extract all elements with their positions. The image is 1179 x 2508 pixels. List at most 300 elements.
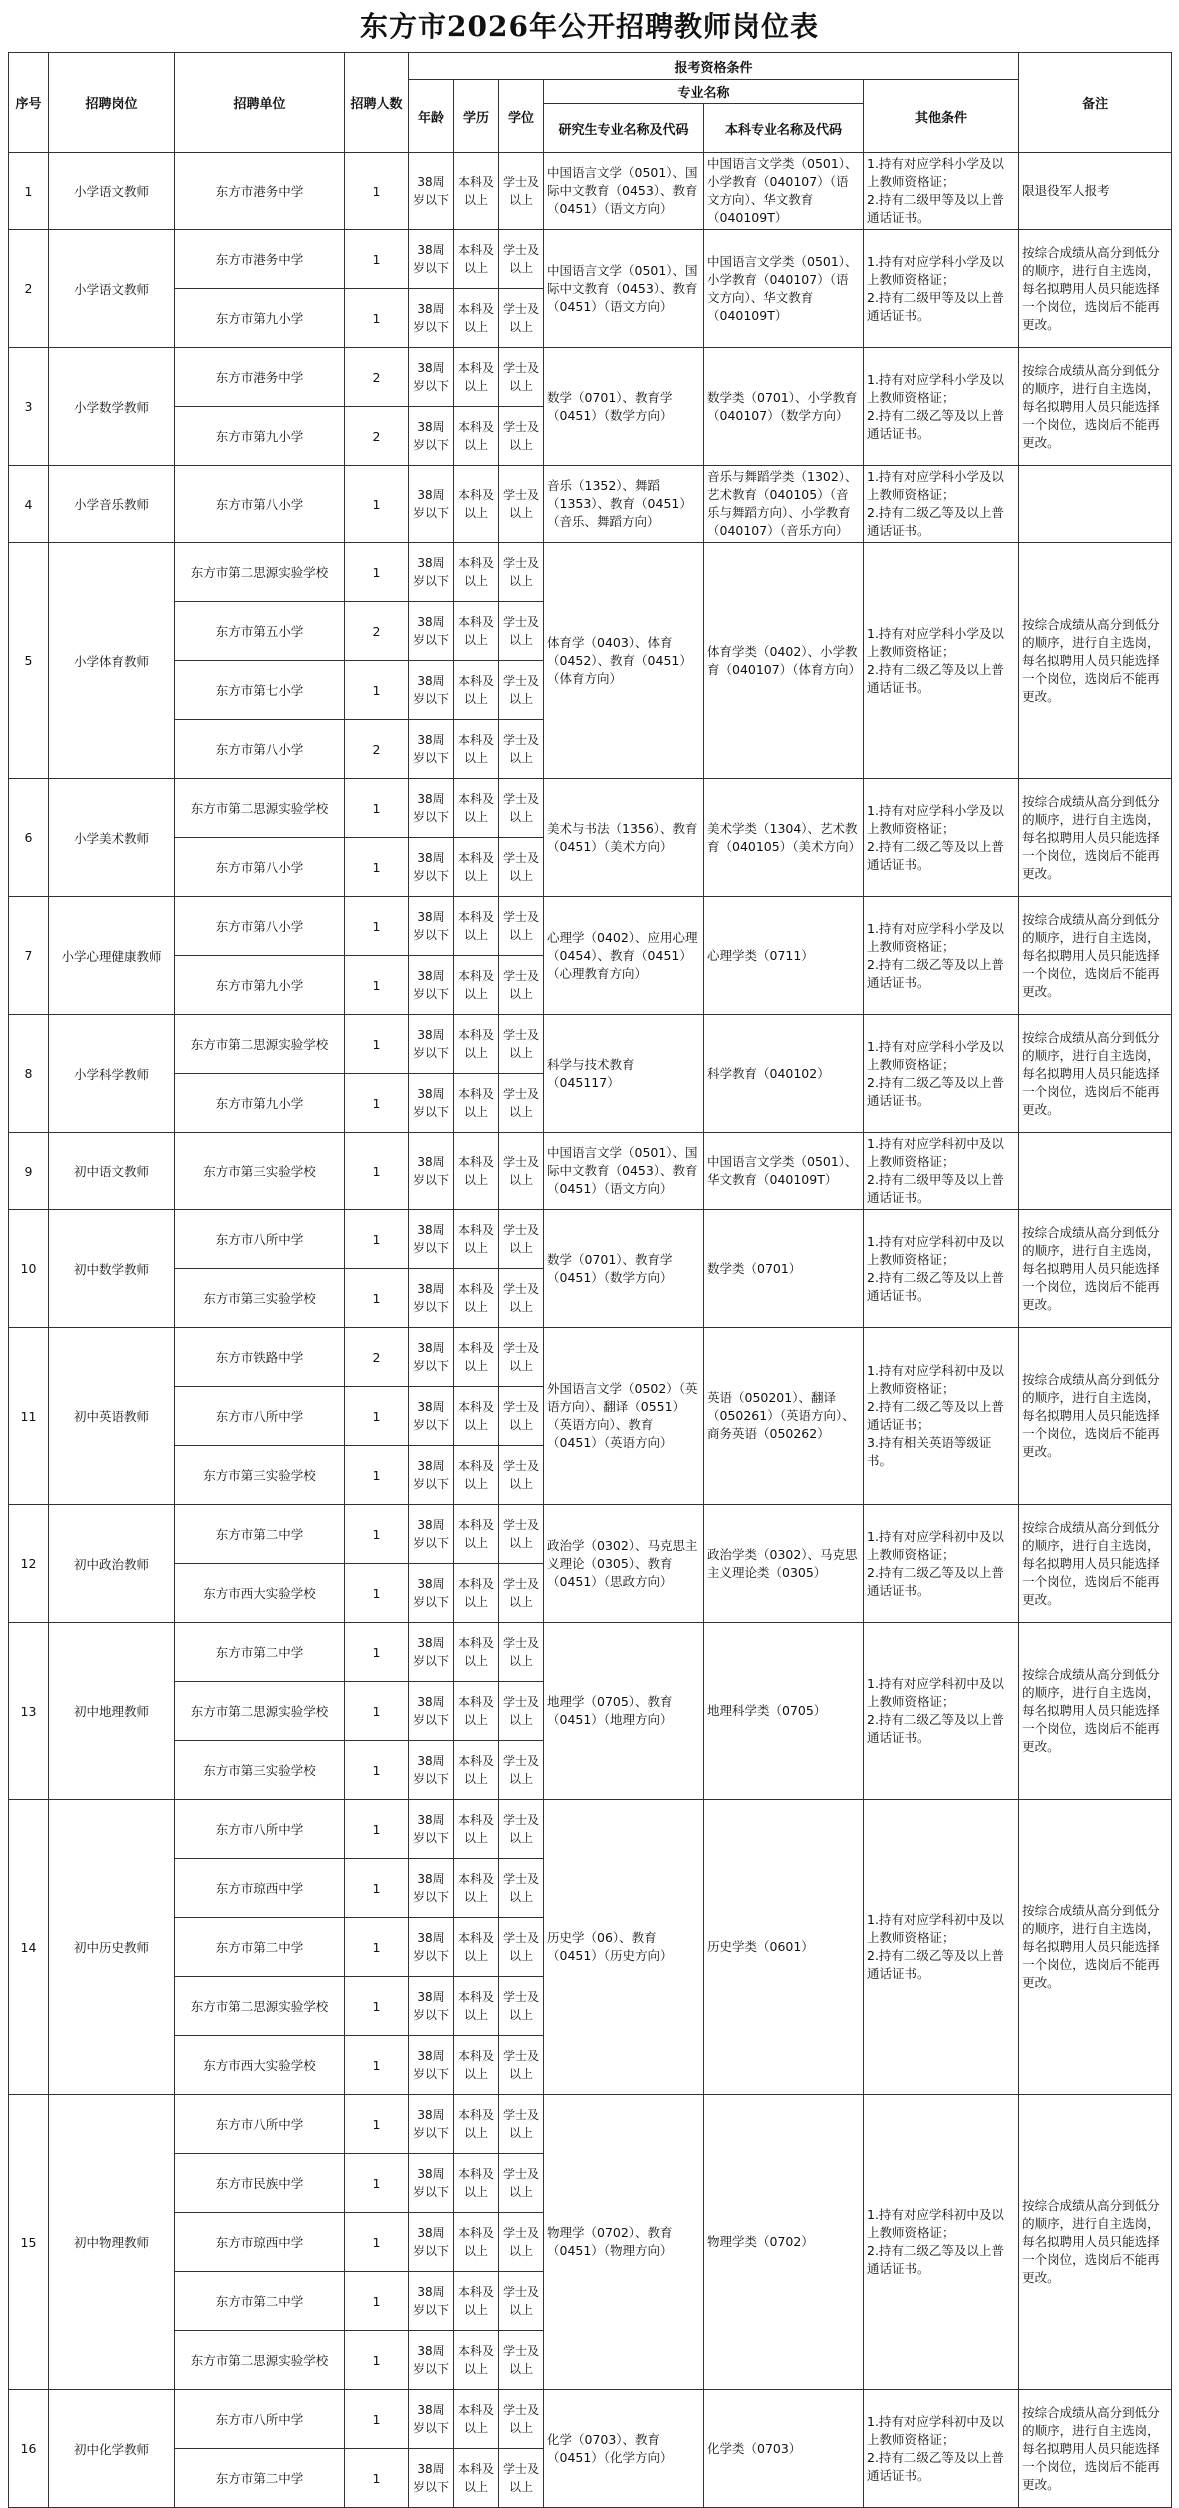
age-cell: 38周岁以下 [409, 661, 454, 720]
table-row [9, 1800, 1172, 1859]
education-cell: 本科及以上 [454, 407, 499, 466]
age-cell: 38周岁以下 [409, 602, 454, 661]
degree-cell: 学士及以上 [499, 1446, 544, 1505]
position-cell: 初中历史教师 [49, 1800, 175, 2095]
unit-cell: 东方市琼西中学 [175, 1859, 345, 1918]
unit-cell: 东方市第二思源实验学校 [175, 1015, 345, 1074]
seq-cell: 12 [9, 1505, 49, 1623]
count-cell: 1 [345, 1564, 409, 1623]
unit-cell: 东方市港务中学 [175, 230, 345, 289]
degree-cell: 学士及以上 [499, 838, 544, 897]
table-row [9, 2095, 1172, 2154]
education-cell: 本科及以上 [454, 2154, 499, 2213]
age-cell: 38周岁以下 [409, 1859, 454, 1918]
age-cell: 38周岁以下 [409, 2036, 454, 2095]
remark-cell: 按综合成绩从高分到低分的顺序，进行自主选岗，每名拟聘用人员只能选择一个岗位，选岗后不能再更改。 [1019, 779, 1172, 897]
ug-major-cell: 政治学类（0302）、马克思主义理论类（0305） [704, 1505, 864, 1623]
other-cell: 1.持有对应学科小学及以上教师资格证； 2.持有二级乙等及以上普通话证书。 [864, 466, 1019, 543]
seq-cell: 8 [9, 1015, 49, 1133]
count-cell: 1 [345, 543, 409, 602]
ug-major-cell: 数学类（0701） [704, 1210, 864, 1328]
degree-cell: 学士及以上 [499, 466, 544, 543]
ug-major-cell: 心理学类（0711） [704, 897, 864, 1015]
table-row [9, 1328, 1172, 1387]
degree-cell: 学士及以上 [499, 2154, 544, 2213]
degree-cell: 学士及以上 [499, 230, 544, 289]
count-cell: 1 [345, 1015, 409, 1074]
seq-cell: 1 [9, 153, 49, 230]
position-cell: 初中物理教师 [49, 2095, 175, 2390]
table-row [9, 230, 1172, 289]
count-cell: 1 [345, 2331, 409, 2390]
degree-cell: 学士及以上 [499, 779, 544, 838]
table-row [9, 2390, 1172, 2449]
table-body [9, 153, 1172, 2508]
remark-cell: 按综合成绩从高分到低分的顺序，进行自主选岗，每名拟聘用人员只能选择一个岗位，选岗后不能再更改。 [1019, 1800, 1172, 2095]
unit-cell: 东方市第八小学 [175, 720, 345, 779]
remark-cell: 按综合成绩从高分到低分的顺序，进行自主选岗，每名拟聘用人员只能选择一个岗位，选岗后不能再更改。 [1019, 2095, 1172, 2390]
page-title: 东方市2026年公开招聘教师岗位表 [360, 10, 819, 43]
count-cell: 1 [345, 1446, 409, 1505]
remark-cell: 按综合成绩从高分到低分的顺序，进行自主选岗，每名拟聘用人员只能选择一个岗位，选岗后不能再更改。 [1019, 348, 1172, 466]
other-cell: 1.持有对应学科小学及以上教师资格证； 2.持有二级甲等及以上普通话证书。 [864, 230, 1019, 348]
education-cell: 本科及以上 [454, 1210, 499, 1269]
degree-cell: 学士及以上 [499, 720, 544, 779]
education-cell: 本科及以上 [454, 1505, 499, 1564]
unit-cell: 东方市港务中学 [175, 348, 345, 407]
other-cell: 1.持有对应学科初中及以上教师资格证； 2.持有二级乙等及以上普通话证书。 [864, 1623, 1019, 1800]
education-cell: 本科及以上 [454, 1741, 499, 1800]
age-cell: 38周岁以下 [409, 543, 454, 602]
degree-cell: 学士及以上 [499, 1328, 544, 1387]
education-cell: 本科及以上 [454, 602, 499, 661]
seq-cell: 16 [9, 2390, 49, 2508]
age-cell: 38周岁以下 [409, 2272, 454, 2331]
unit-cell: 东方市港务中学 [175, 153, 345, 230]
education-cell: 本科及以上 [454, 720, 499, 779]
education-cell: 本科及以上 [454, 1682, 499, 1741]
header-remark: 备注 [1019, 53, 1172, 153]
age-cell: 38周岁以下 [409, 2213, 454, 2272]
table-row [9, 466, 1172, 543]
grad-major-cell: 美术与书法（1356）、教育（0451）（美术方向） [544, 779, 704, 897]
unit-cell: 东方市第二中学 [175, 1623, 345, 1682]
age-cell: 38周岁以下 [409, 1387, 454, 1446]
age-cell: 38周岁以下 [409, 1269, 454, 1328]
count-cell: 1 [345, 1682, 409, 1741]
table-row [9, 1623, 1172, 1682]
age-cell: 38周岁以下 [409, 1210, 454, 1269]
count-cell: 1 [345, 1977, 409, 2036]
degree-cell: 学士及以上 [499, 348, 544, 407]
table-row [9, 1505, 1172, 1564]
grad-major-cell: 心理学（0402）、应用心理（0454）、教育（0451）（心理教育方向） [544, 897, 704, 1015]
age-cell: 38周岁以下 [409, 2154, 454, 2213]
ug-major-cell: 地理科学类（0705） [704, 1623, 864, 1800]
table-row [9, 1015, 1172, 1074]
unit-cell: 东方市民族中学 [175, 2154, 345, 2213]
unit-cell: 东方市西大实验学校 [175, 1564, 345, 1623]
count-cell: 1 [345, 2390, 409, 2449]
seq-cell: 14 [9, 1800, 49, 2095]
age-cell: 38周岁以下 [409, 1328, 454, 1387]
unit-cell: 东方市第二思源实验学校 [175, 543, 345, 602]
unit-cell: 东方市第三实验学校 [175, 1133, 345, 1210]
unit-cell: 东方市琼西中学 [175, 2213, 345, 2272]
position-cell: 小学科学教师 [49, 1015, 175, 1133]
grad-major-cell: 物理学（0702）、教育（0451）（物理方向） [544, 2095, 704, 2390]
degree-cell: 学士及以上 [499, 897, 544, 956]
unit-cell: 东方市第二思源实验学校 [175, 779, 345, 838]
age-cell: 38周岁以下 [409, 289, 454, 348]
position-cell: 小学音乐教师 [49, 466, 175, 543]
count-cell: 1 [345, 230, 409, 289]
other-cell: 1.持有对应学科初中及以上教师资格证； 2.持有二级乙等及以上普通话证书。 [864, 2095, 1019, 2390]
count-cell: 1 [345, 289, 409, 348]
degree-cell: 学士及以上 [499, 1977, 544, 2036]
remark-cell [1019, 466, 1172, 543]
degree-cell: 学士及以上 [499, 602, 544, 661]
ug-major-cell: 科学教育（040102） [704, 1015, 864, 1133]
position-cell: 初中语文教师 [49, 1133, 175, 1210]
degree-cell: 学士及以上 [499, 1623, 544, 1682]
other-cell: 1.持有对应学科小学及以上教师资格证； 2.持有二级乙等及以上普通话证书。 [864, 1015, 1019, 1133]
education-cell: 本科及以上 [454, 1328, 499, 1387]
ug-major-cell: 中国语言文学类（0501）、小学教育（040107）（语文方向）、华文教育（040109T） [704, 230, 864, 348]
degree-cell: 学士及以上 [499, 1741, 544, 1800]
unit-cell: 东方市第三实验学校 [175, 1741, 345, 1800]
education-cell: 本科及以上 [454, 153, 499, 230]
unit-cell: 东方市第二中学 [175, 1918, 345, 1977]
header-education: 学历 [454, 80, 499, 153]
ug-major-cell: 音乐与舞蹈学类（1302）、艺术教育（040105）（音乐与舞蹈方向）、小学教育（040107）（音乐方向） [704, 466, 864, 543]
degree-cell: 学士及以上 [499, 2213, 544, 2272]
degree-cell: 学士及以上 [499, 956, 544, 1015]
unit-cell: 东方市八所中学 [175, 2095, 345, 2154]
unit-cell: 东方市第二中学 [175, 2449, 345, 2508]
count-cell: 1 [345, 1387, 409, 1446]
degree-cell: 学士及以上 [499, 2390, 544, 2449]
grad-major-cell: 中国语言文学（0501）、国际中文教育（0453）、教育（0451）（语文方向） [544, 153, 704, 230]
unit-cell: 东方市第七小学 [175, 661, 345, 720]
ug-major-cell: 化学类（0703） [704, 2390, 864, 2508]
position-cell: 小学语文教师 [49, 153, 175, 230]
age-cell: 38周岁以下 [409, 1074, 454, 1133]
education-cell: 本科及以上 [454, 1623, 499, 1682]
ug-major-cell: 体育学类（0402）、小学教育（040107）（体育方向） [704, 543, 864, 779]
education-cell: 本科及以上 [454, 348, 499, 407]
count-cell: 1 [345, 1074, 409, 1133]
count-cell: 1 [345, 779, 409, 838]
degree-cell: 学士及以上 [499, 1074, 544, 1133]
age-cell: 38周岁以下 [409, 2331, 454, 2390]
age-cell: 38周岁以下 [409, 897, 454, 956]
grad-major-cell: 化学（0703）、教育（0451）（化学方向） [544, 2390, 704, 2508]
education-cell: 本科及以上 [454, 2272, 499, 2331]
age-cell: 38周岁以下 [409, 1623, 454, 1682]
degree-cell: 学士及以上 [499, 543, 544, 602]
age-cell: 38周岁以下 [409, 956, 454, 1015]
age-cell: 38周岁以下 [409, 1505, 454, 1564]
unit-cell: 东方市第五小学 [175, 602, 345, 661]
seq-cell: 11 [9, 1328, 49, 1505]
position-cell: 初中地理教师 [49, 1623, 175, 1800]
unit-cell: 东方市八所中学 [175, 2390, 345, 2449]
unit-cell: 东方市第八小学 [175, 466, 345, 543]
unit-cell: 东方市第二思源实验学校 [175, 1682, 345, 1741]
header-major: 专业名称 [544, 80, 864, 104]
age-cell: 38周岁以下 [409, 1564, 454, 1623]
education-cell: 本科及以上 [454, 1133, 499, 1210]
grad-major-cell: 科学与技术教育（045117） [544, 1015, 704, 1133]
unit-cell: 东方市第九小学 [175, 1074, 345, 1133]
position-cell: 小学体育教师 [49, 543, 175, 779]
unit-cell: 东方市第九小学 [175, 289, 345, 348]
header-seq: 序号 [9, 53, 49, 153]
count-cell: 1 [345, 2449, 409, 2508]
remark-cell: 按综合成绩从高分到低分的顺序，进行自主选岗，每名拟聘用人员只能选择一个岗位，选岗后不能再更改。 [1019, 897, 1172, 1015]
other-cell: 1.持有对应学科小学及以上教师资格证； 2.持有二级乙等及以上普通话证书。 [864, 348, 1019, 466]
table-row [9, 543, 1172, 602]
grad-major-cell: 中国语言文学（0501）、国际中文教育（0453）、教育（0451）（语文方向） [544, 1133, 704, 1210]
unit-cell: 东方市第三实验学校 [175, 1269, 345, 1328]
position-cell: 初中化学教师 [49, 2390, 175, 2508]
position-cell: 初中数学教师 [49, 1210, 175, 1328]
other-cell: 1.持有对应学科小学及以上教师资格证； 2.持有二级乙等及以上普通话证书。 [864, 779, 1019, 897]
age-cell: 38周岁以下 [409, 2095, 454, 2154]
unit-cell: 东方市第九小学 [175, 956, 345, 1015]
seq-cell: 6 [9, 779, 49, 897]
age-cell: 38周岁以下 [409, 407, 454, 466]
count-cell: 2 [345, 1328, 409, 1387]
header-count: 招聘人数 [345, 53, 409, 153]
grad-major-cell: 数学（0701）、教育学（0451）（数学方向） [544, 348, 704, 466]
education-cell: 本科及以上 [454, 1800, 499, 1859]
position-cell: 小学心理健康教师 [49, 897, 175, 1015]
education-cell: 本科及以上 [454, 2213, 499, 2272]
education-cell: 本科及以上 [454, 1269, 499, 1328]
age-cell: 38周岁以下 [409, 1977, 454, 2036]
age-cell: 38周岁以下 [409, 779, 454, 838]
unit-cell: 东方市八所中学 [175, 1800, 345, 1859]
table-row [9, 779, 1172, 838]
ug-major-cell: 中国语言文学类（0501）、小学教育（040107）（语文方向）、华文教育（040109T） [704, 153, 864, 230]
other-cell: 1.持有对应学科小学及以上教师资格证； 2.持有二级甲等及以上普通话证书。 [864, 153, 1019, 230]
position-cell: 初中政治教师 [49, 1505, 175, 1623]
unit-cell: 东方市八所中学 [175, 1387, 345, 1446]
unit-cell: 东方市八所中学 [175, 1210, 345, 1269]
count-cell: 1 [345, 2272, 409, 2331]
count-cell: 2 [345, 407, 409, 466]
count-cell: 1 [345, 661, 409, 720]
header-degree: 学位 [499, 80, 544, 153]
seq-cell: 15 [9, 2095, 49, 2390]
remark-cell: 限退役军人报考 [1019, 153, 1172, 230]
other-cell: 1.持有对应学科小学及以上教师资格证； 2.持有二级乙等及以上普通话证书。 [864, 543, 1019, 779]
education-cell: 本科及以上 [454, 1918, 499, 1977]
degree-cell: 学士及以上 [499, 1800, 544, 1859]
count-cell: 1 [345, 2036, 409, 2095]
count-cell: 1 [345, 466, 409, 543]
unit-cell: 东方市第二思源实验学校 [175, 1977, 345, 2036]
grad-major-cell: 外国语言文学（0502）（英语方向）、翻译（0551）（英语方向）、教育（0451）（英语方向） [544, 1328, 704, 1505]
recruitment-table [8, 52, 1172, 2508]
degree-cell: 学士及以上 [499, 661, 544, 720]
count-cell: 2 [345, 602, 409, 661]
ug-major-cell: 英语（050201）、翻译（050261）（英语方向）、商务英语（050262） [704, 1328, 864, 1505]
education-cell: 本科及以上 [454, 2331, 499, 2390]
degree-cell: 学士及以上 [499, 1918, 544, 1977]
grad-major-cell: 历史学（06）、教育（0451）（历史方向） [544, 1800, 704, 2095]
age-cell: 38周岁以下 [409, 1918, 454, 1977]
education-cell: 本科及以上 [454, 1387, 499, 1446]
age-cell: 38周岁以下 [409, 230, 454, 289]
remark-cell: 按综合成绩从高分到低分的顺序，进行自主选岗，每名拟聘用人员只能选择一个岗位，选岗后不能再更改。 [1019, 543, 1172, 779]
age-cell: 38周岁以下 [409, 153, 454, 230]
education-cell: 本科及以上 [454, 2036, 499, 2095]
education-cell: 本科及以上 [454, 956, 499, 1015]
count-cell: 1 [345, 2213, 409, 2272]
education-cell: 本科及以上 [454, 897, 499, 956]
count-cell: 1 [345, 2154, 409, 2213]
ug-major-cell: 中国语言文学类（0501）、华文教育（040109T） [704, 1133, 864, 1210]
degree-cell: 学士及以上 [499, 1269, 544, 1328]
education-cell: 本科及以上 [454, 1859, 499, 1918]
seq-cell: 7 [9, 897, 49, 1015]
count-cell: 2 [345, 348, 409, 407]
education-cell: 本科及以上 [454, 2390, 499, 2449]
count-cell: 1 [345, 1210, 409, 1269]
header-age: 年龄 [409, 80, 454, 153]
education-cell: 本科及以上 [454, 543, 499, 602]
position-cell: 小学美术教师 [49, 779, 175, 897]
education-cell: 本科及以上 [454, 1977, 499, 2036]
education-cell: 本科及以上 [454, 1564, 499, 1623]
age-cell: 38周岁以下 [409, 1133, 454, 1210]
education-cell: 本科及以上 [454, 838, 499, 897]
age-cell: 38周岁以下 [409, 1015, 454, 1074]
education-cell: 本科及以上 [454, 289, 499, 348]
degree-cell: 学士及以上 [499, 1015, 544, 1074]
education-cell: 本科及以上 [454, 2095, 499, 2154]
count-cell: 1 [345, 1741, 409, 1800]
age-cell: 38周岁以下 [409, 1741, 454, 1800]
position-cell: 小学数学教师 [49, 348, 175, 466]
education-cell: 本科及以上 [454, 230, 499, 289]
degree-cell: 学士及以上 [499, 2095, 544, 2154]
count-cell: 1 [345, 838, 409, 897]
table-row [9, 348, 1172, 407]
table-row [9, 897, 1172, 956]
grad-major-cell: 体育学（0403）、体育（0452）、教育（0451）（体育方向） [544, 543, 704, 779]
unit-cell: 东方市第二中学 [175, 1505, 345, 1564]
degree-cell: 学士及以上 [499, 1682, 544, 1741]
grad-major-cell: 政治学（0302）、马克思主义理论（0305）、教育（0451）（思政方向） [544, 1505, 704, 1623]
other-cell: 1.持有对应学科初中及以上教师资格证； 2.持有二级乙等及以上普通话证书。 [864, 1505, 1019, 1623]
degree-cell: 学士及以上 [499, 153, 544, 230]
other-cell: 1.持有对应学科初中及以上教师资格证； 2.持有二级乙等及以上普通话证书； 3.持有相关英语等级证书。 [864, 1328, 1019, 1505]
grad-major-cell: 地理学（0705）、教育（0451）（地理方向） [544, 1623, 704, 1800]
header-ug-major: 本科专业名称及代码 [704, 104, 864, 153]
ug-major-cell: 历史学类（0601） [704, 1800, 864, 2095]
remark-cell: 按综合成绩从高分到低分的顺序，进行自主选岗，每名拟聘用人员只能选择一个岗位，选岗后不能再更改。 [1019, 1210, 1172, 1328]
other-cell: 1.持有对应学科初中及以上教师资格证； 2.持有二级乙等及以上普通话证书。 [864, 1800, 1019, 2095]
degree-cell: 学士及以上 [499, 2036, 544, 2095]
count-cell: 1 [345, 1800, 409, 1859]
seq-cell: 4 [9, 466, 49, 543]
degree-cell: 学士及以上 [499, 2272, 544, 2331]
count-cell: 2 [345, 720, 409, 779]
position-cell: 初中英语教师 [49, 1328, 175, 1505]
unit-cell: 东方市第八小学 [175, 897, 345, 956]
other-cell: 1.持有对应学科小学及以上教师资格证； 2.持有二级乙等及以上普通话证书。 [864, 897, 1019, 1015]
degree-cell: 学士及以上 [499, 1210, 544, 1269]
header-unit: 招聘单位 [175, 53, 345, 153]
education-cell: 本科及以上 [454, 779, 499, 838]
age-cell: 38周岁以下 [409, 348, 454, 407]
degree-cell: 学士及以上 [499, 1564, 544, 1623]
degree-cell: 学士及以上 [499, 1859, 544, 1918]
degree-cell: 学士及以上 [499, 289, 544, 348]
age-cell: 38周岁以下 [409, 1682, 454, 1741]
education-cell: 本科及以上 [454, 1015, 499, 1074]
ug-major-cell: 美术学类（1304）、艺术教育（040105）（美术方向） [704, 779, 864, 897]
age-cell: 38周岁以下 [409, 466, 454, 543]
ug-major-cell: 数学类（0701）、小学教育（040107）（数学方向） [704, 348, 864, 466]
seq-cell: 10 [9, 1210, 49, 1328]
table-row [9, 1133, 1172, 1210]
position-cell: 小学语文教师 [49, 230, 175, 348]
seq-cell: 3 [9, 348, 49, 466]
degree-cell: 学士及以上 [499, 2449, 544, 2508]
seq-cell: 9 [9, 1133, 49, 1210]
other-cell: 1.持有对应学科初中及以上教师资格证； 2.持有二级乙等及以上普通话证书。 [864, 1210, 1019, 1328]
header-row-1 [9, 53, 1172, 80]
grad-major-cell: 数学（0701）、教育学（0451）（数学方向） [544, 1210, 704, 1328]
degree-cell: 学士及以上 [499, 1505, 544, 1564]
seq-cell: 13 [9, 1623, 49, 1800]
remark-cell: 按综合成绩从高分到低分的顺序，进行自主选岗，每名拟聘用人员只能选择一个岗位，选岗后不能再更改。 [1019, 1328, 1172, 1505]
education-cell: 本科及以上 [454, 2449, 499, 2508]
ug-major-cell: 物理学类（0702） [704, 2095, 864, 2390]
count-cell: 1 [345, 2095, 409, 2154]
unit-cell: 东方市第二思源实验学校 [175, 2331, 345, 2390]
education-cell: 本科及以上 [454, 466, 499, 543]
seq-cell: 2 [9, 230, 49, 348]
count-cell: 1 [345, 956, 409, 1015]
remark-cell: 按综合成绩从高分到低分的顺序，进行自主选岗，每名拟聘用人员只能选择一个岗位，选岗后不能再更改。 [1019, 1505, 1172, 1623]
remark-cell [1019, 1133, 1172, 1210]
degree-cell: 学士及以上 [499, 1133, 544, 1210]
remark-cell: 按综合成绩从高分到低分的顺序，进行自主选岗，每名拟聘用人员只能选择一个岗位，选岗后不能再更改。 [1019, 2390, 1172, 2508]
count-cell: 1 [345, 1505, 409, 1564]
remark-cell: 按综合成绩从高分到低分的顺序，进行自主选岗，每名拟聘用人员只能选择一个岗位，选岗后不能再更改。 [1019, 1015, 1172, 1133]
header-other: 其他条件 [864, 80, 1019, 153]
header-position: 招聘岗位 [49, 53, 175, 153]
degree-cell: 学士及以上 [499, 407, 544, 466]
unit-cell: 东方市第三实验学校 [175, 1446, 345, 1505]
seq-cell: 5 [9, 543, 49, 779]
count-cell: 1 [345, 1918, 409, 1977]
age-cell: 38周岁以下 [409, 2449, 454, 2508]
unit-cell: 东方市第九小学 [175, 407, 345, 466]
header-qualification: 报考资格条件 [409, 53, 1019, 80]
count-cell: 1 [345, 153, 409, 230]
other-cell: 1.持有对应学科初中及以上教师资格证； 2.持有二级甲等及以上普通话证书。 [864, 1133, 1019, 1210]
table-row [9, 1210, 1172, 1269]
age-cell: 38周岁以下 [409, 720, 454, 779]
unit-cell: 东方市铁路中学 [175, 1328, 345, 1387]
